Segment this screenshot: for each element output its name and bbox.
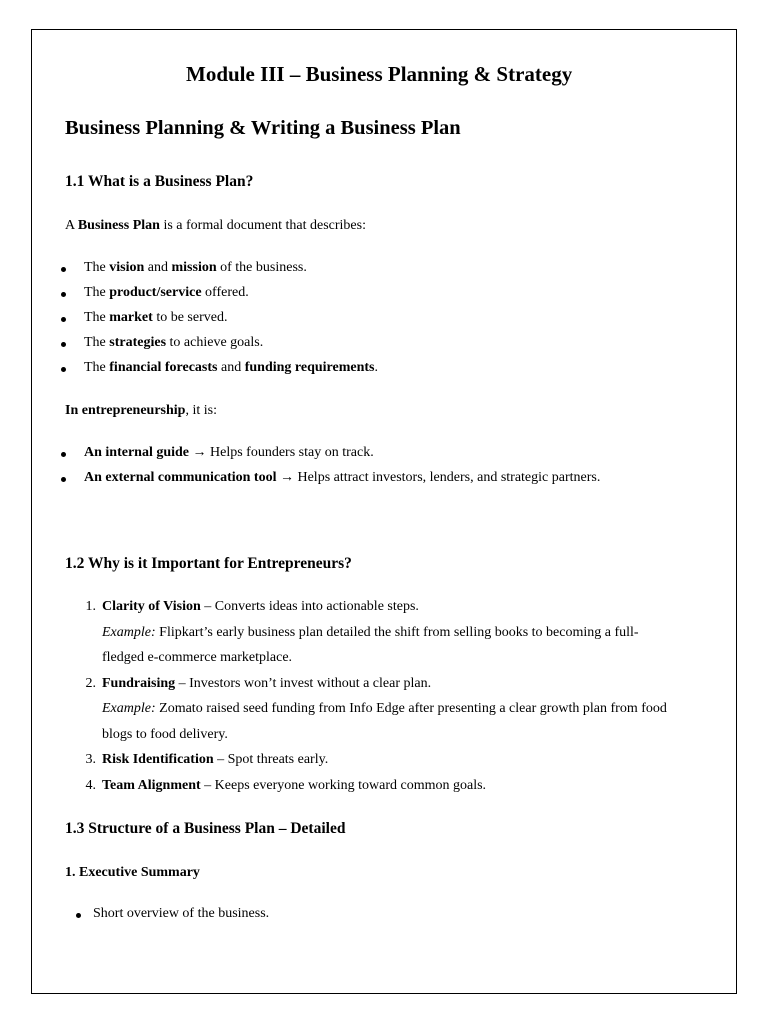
text-run: The — [84, 360, 110, 375]
text-run: – Keeps everyone working toward common goals. — [200, 777, 487, 793]
numbered-item-line — [102, 727, 228, 743]
text-run: to be served. — [152, 310, 228, 325]
text-run: Zomato raised seed funding from Info Edge after presenting a clear growth plan from food — [155, 701, 667, 716]
text-run: The — [84, 285, 110, 300]
list-number: 2. — [85, 675, 96, 691]
text-run: – Investors won’t invest without a clear plan. — [175, 675, 432, 691]
list-number: 4. — [85, 777, 96, 793]
text-run: strategies — [109, 335, 167, 350]
summary-bullet-1: Short overview of the business. — [93, 906, 270, 921]
numbered-item-line — [102, 625, 639, 641]
text-run: funding requirements — [244, 360, 375, 375]
contents-bullet-1 — [84, 260, 307, 276]
text-run: The — [84, 335, 110, 350]
document-title: Business Planning & Writing a Business Plan — [65, 117, 461, 139]
text-run: Risk Identification — [102, 752, 214, 767]
text-run: An internal guide — [84, 445, 190, 460]
text-run: financial forecasts — [109, 360, 218, 375]
numbered-item-line — [102, 650, 292, 666]
numbered-item-line — [102, 778, 486, 794]
business-plan-definition — [65, 218, 366, 234]
role-bullet-1 — [84, 445, 374, 461]
text-run: The — [84, 260, 110, 275]
text-run: – Spot threats early. — [213, 752, 329, 767]
text-run: – Converts ideas into actionable steps. — [200, 599, 419, 614]
text-run: → Helps founders stay on track. — [189, 445, 374, 460]
entrepreneurship-term: In entrepreneurship — [65, 403, 186, 418]
text-run: Example: — [102, 624, 156, 640]
text-run: blogs to food delivery. — [102, 726, 228, 742]
text-run: An external communication tool — [84, 470, 277, 485]
text-run: → Helps attract investors, lenders, and strategic partners. — [276, 470, 601, 485]
bullet-icon — [61, 342, 66, 347]
text-run: . — [374, 360, 378, 375]
entrepreneurship-intro — [65, 403, 217, 419]
contents-bullet-3 — [84, 310, 227, 326]
text-run: Clarity of Vision — [102, 599, 201, 614]
text-run: offered. — [201, 285, 249, 300]
definition-prefix: A — [65, 218, 78, 233]
text-run: Fundraising — [102, 675, 176, 691]
bullet-icon — [61, 367, 66, 372]
bullet-icon — [61, 267, 66, 272]
list-number: 3. — [85, 752, 96, 767]
bullet-icon — [61, 292, 66, 297]
section-1-3-heading: 1.3 Structure of a Business Plan – Detailed — [65, 820, 346, 837]
contents-bullet-4 — [84, 335, 263, 351]
bullet-icon — [61, 477, 66, 482]
module-title: Module III – Business Planning & Strategy — [186, 62, 573, 86]
text-run: Team Alignment — [102, 777, 201, 793]
section-1-1-heading: 1.1 What is a Business Plan? — [65, 173, 254, 190]
bullet-icon — [61, 452, 66, 457]
text-run: The — [84, 310, 110, 325]
entrepreneurship-suffix: , it is: — [185, 403, 217, 418]
definition-term: Business Plan — [77, 218, 160, 233]
text-run: market — [109, 310, 153, 325]
text-run: to achieve goals. — [166, 335, 264, 350]
text-run: Flipkart’s early business plan detailed the shift from selling books to becoming a full- — [155, 624, 639, 640]
text-run: Example: — [102, 701, 156, 716]
numbered-item-line — [102, 599, 419, 615]
text-run: product/service — [109, 285, 202, 300]
bullet-icon — [61, 317, 66, 322]
text-run: fledged e-commerce marketplace. — [102, 650, 293, 665]
numbered-item-line — [102, 752, 328, 768]
text-run: of the business. — [216, 260, 307, 275]
list-number: 1. — [85, 599, 96, 614]
text-run: and — [217, 360, 245, 375]
section-1-2-heading: 1.2 Why is it Important for Entrepreneurs? — [65, 555, 352, 572]
numbered-item-line — [102, 676, 431, 692]
numbered-item-line — [102, 701, 667, 717]
text-run: mission — [171, 260, 217, 275]
contents-bullet-5 — [84, 360, 378, 376]
role-bullet-2 — [84, 470, 600, 486]
executive-summary-heading: 1. Executive Summary — [65, 865, 200, 880]
contents-bullet-2 — [84, 285, 249, 301]
definition-suffix: is a formal document that describes: — [159, 218, 366, 233]
bullet-icon — [76, 913, 81, 918]
text-run: vision — [109, 260, 145, 275]
text-run: and — [144, 260, 172, 275]
